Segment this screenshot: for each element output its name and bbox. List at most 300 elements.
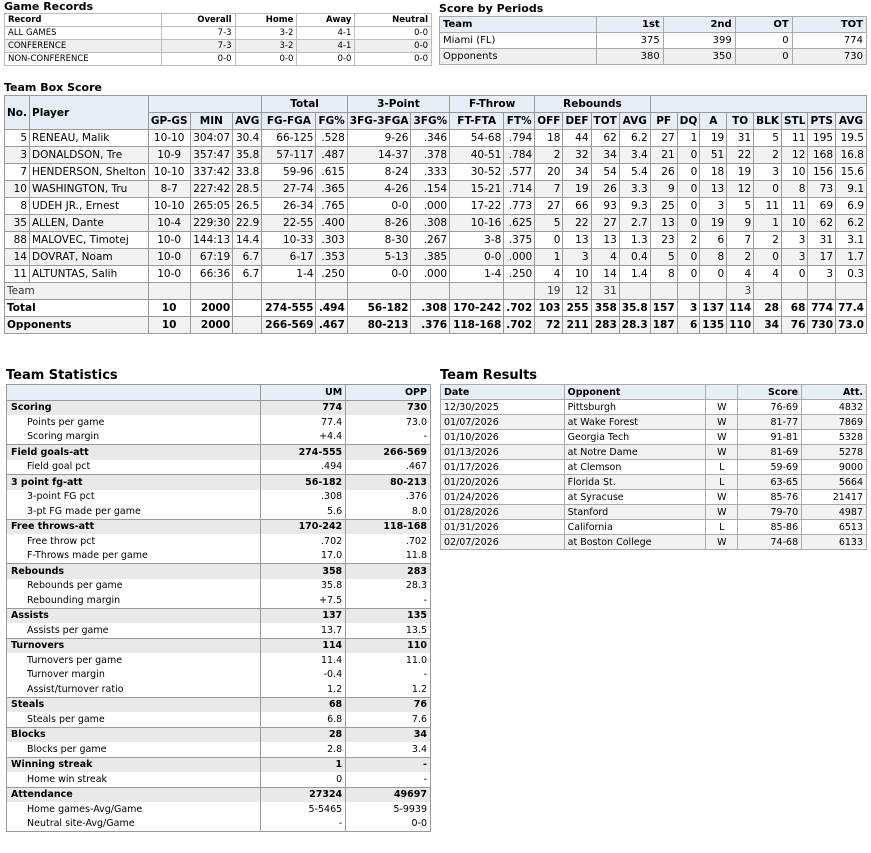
player-stat: 1.3 (619, 232, 650, 249)
player-stat: 8-24 (347, 164, 411, 181)
result-row (441, 475, 867, 490)
result-score: 85-76 (738, 490, 802, 505)
game-records-cell: 0-0 (355, 40, 432, 53)
periods-cell: 399 (663, 33, 735, 49)
stats-um: 35.8 (261, 579, 346, 594)
stats-label: 3-point FG pct (7, 490, 261, 505)
player-stat: 0 (754, 181, 782, 198)
result-row (441, 460, 867, 475)
player-stat: 1 (677, 130, 700, 147)
game-records-cell: NON-CONFERENCE (5, 53, 162, 66)
stats-row (7, 653, 431, 668)
result-score: 91-81 (738, 430, 802, 445)
player-stat: 168 (808, 147, 836, 164)
team-stat-empty (619, 283, 650, 300)
box-col-header: PTS (808, 113, 836, 130)
total-row-cell: 358 (591, 300, 619, 317)
player-stat: 10-10 (148, 198, 190, 215)
total-row-cell: 77.4 (836, 300, 867, 317)
result-opponent: Florida St. (564, 475, 706, 490)
player-stat: .378 (411, 147, 450, 164)
stats-group-row (7, 608, 431, 623)
stats-um: 2.8 (261, 742, 346, 757)
player-stat: .400 (316, 215, 347, 232)
player-row (5, 164, 867, 181)
total-row (5, 300, 867, 317)
result-outcome: W (706, 400, 738, 415)
team-stat-empty (262, 283, 316, 300)
player-stat: 144:13 (190, 232, 233, 249)
player-name: DOVRAT, Noam (30, 249, 149, 266)
game-records-cell: 4-1 (297, 27, 355, 40)
stats-group-um: 170-242 (261, 519, 346, 534)
player-stat: 3 (781, 232, 807, 249)
stats-label: Free throw pct (7, 534, 261, 549)
total-row-cell: 114 (727, 300, 754, 317)
player-stat: 8-7 (148, 181, 190, 198)
group-three-point: 3-Point (347, 96, 449, 113)
box-col-header: STL (781, 113, 807, 130)
player-stat: .625 (504, 215, 535, 232)
player-stat: 26 (591, 181, 619, 198)
box-score-title: Team Box Score (4, 81, 102, 94)
total-row-cell: Total (5, 300, 149, 317)
player-stat: 11 (5, 266, 30, 283)
total-row-cell: 10 (148, 300, 190, 317)
stats-row (7, 772, 431, 787)
player-stat: 27-74 (262, 181, 316, 198)
stats-row (7, 593, 431, 608)
result-outcome: W (706, 445, 738, 460)
player-stat: .784 (504, 147, 535, 164)
player-stat: 2 (677, 232, 700, 249)
stats-group-opp: - (346, 757, 431, 772)
stats-group-row (7, 400, 431, 415)
player-stat: 21 (650, 147, 677, 164)
player-stat: 156 (808, 164, 836, 181)
stats-um: 13.7 (261, 623, 346, 638)
player-stat: .773 (504, 198, 535, 215)
player-stat: 13 (591, 232, 619, 249)
player-stat: 25 (650, 198, 677, 215)
stats-group-label: Blocks (7, 727, 261, 742)
player-stat: 9 (650, 181, 677, 198)
player-stat: .375 (504, 232, 535, 249)
stats-row (7, 682, 431, 697)
box-col-header: FG-FGA (262, 113, 316, 130)
result-score: 81-69 (738, 445, 802, 460)
player-stat: 22.9 (233, 215, 262, 232)
player-stat: 88 (5, 232, 30, 249)
stats-row (7, 490, 431, 505)
player-stat: 13 (700, 181, 727, 198)
team-stat-empty (700, 283, 727, 300)
stats-group-label: Scoring (7, 400, 261, 415)
result-row (441, 430, 867, 445)
stats-um: 0 (261, 772, 346, 787)
stats-group-um: 274-555 (261, 445, 346, 460)
opponents-row-cell: 28.3 (619, 317, 650, 334)
player-name: HENDERSON, Shelton (30, 164, 149, 181)
stats-um: .702 (261, 534, 346, 549)
player-stat: 22 (563, 215, 591, 232)
box-col-header: 3FG-3FGA (347, 113, 411, 130)
player-stat: 9 (727, 215, 754, 232)
result-row (441, 400, 867, 415)
result-score: 85-86 (738, 520, 802, 535)
stats-row (7, 549, 431, 564)
stats-row (7, 534, 431, 549)
box-col-header: DQ (677, 113, 700, 130)
player-stat: 0 (677, 164, 700, 181)
result-score: 81-77 (738, 415, 802, 430)
result-score: 59-69 (738, 460, 802, 475)
player-stat: 0 (535, 232, 563, 249)
player-stat: .250 (504, 266, 535, 283)
player-stat: 18 (700, 164, 727, 181)
result-score: 76-69 (738, 400, 802, 415)
opponents-row-cell: 118-168 (450, 317, 504, 334)
result-opponent: California (564, 520, 706, 535)
player-name: RENEAU, Malik (30, 130, 149, 147)
opponents-row-cell: 6 (677, 317, 700, 334)
player-stat: 12 (781, 147, 807, 164)
box-col-header: TO (727, 113, 754, 130)
player-stat: 10-10 (148, 130, 190, 147)
opponents-row-cell: 283 (591, 317, 619, 334)
player-stat: 26-34 (262, 198, 316, 215)
stats-group-um: 28 (261, 727, 346, 742)
total-row-cell: .494 (316, 300, 347, 317)
blank-group (148, 96, 261, 113)
player-stat: .765 (316, 198, 347, 215)
player-stat: 16.8 (836, 147, 867, 164)
total-row-cell: 2000 (190, 300, 233, 317)
player-stat: 0 (677, 215, 700, 232)
player-stat: .365 (316, 181, 347, 198)
result-row (441, 415, 867, 430)
player-stat: 1.4 (619, 266, 650, 283)
result-date: 01/24/2026 (441, 490, 565, 505)
team-stat-empty (148, 283, 190, 300)
box-col-header: FT-FTA (450, 113, 504, 130)
game-records-row (5, 40, 432, 53)
result-att: 5328 (802, 430, 867, 445)
player-stat: 8-30 (347, 232, 411, 249)
result-att: 4987 (802, 505, 867, 520)
player-stat: 0 (754, 249, 782, 266)
player-stat: 11 (781, 198, 807, 215)
stats-label: Home win streak (7, 772, 261, 787)
player-stat: 0-0 (347, 266, 411, 283)
player-stat: 5 (650, 249, 677, 266)
results-col-att: Att. (802, 385, 867, 400)
player-stat: 265:05 (190, 198, 233, 215)
stats-group-um: 1 (261, 757, 346, 772)
player-stat: 3.1 (836, 232, 867, 249)
player-stat: 14.4 (233, 232, 262, 249)
result-date: 02/07/2026 (441, 535, 565, 550)
player-stat: 8 (700, 249, 727, 266)
player-stat: 12 (727, 181, 754, 198)
player-stat: 27 (650, 130, 677, 147)
stats-header-um: UM (261, 385, 346, 401)
team-stat-empty (347, 283, 411, 300)
team-stat-empty (754, 283, 782, 300)
player-stat: 357:47 (190, 147, 233, 164)
box-col-header: PF (650, 113, 677, 130)
stats-group-um: 358 (261, 564, 346, 579)
stats-opp: .702 (346, 534, 431, 549)
player-name: UDEH JR., Ernest (30, 198, 149, 215)
box-col-header: BLK (754, 113, 782, 130)
stats-um: .308 (261, 490, 346, 505)
game-records-cell: 7-3 (161, 40, 235, 53)
stats-opp: 11.0 (346, 653, 431, 668)
result-row (441, 445, 867, 460)
periods-cell: 375 (597, 33, 664, 49)
player-stat: .528 (316, 130, 347, 147)
result-opponent: Stanford (564, 505, 706, 520)
player-stat: 304:07 (190, 130, 233, 147)
total-row-cell: 3 (677, 300, 700, 317)
player-stat: 19.5 (836, 130, 867, 147)
player-stat: 3 (754, 164, 782, 181)
stats-group-opp: 730 (346, 400, 431, 415)
result-row (441, 535, 867, 550)
stats-opp: - (346, 430, 431, 445)
player-stat: 3 (5, 147, 30, 164)
stats-row (7, 802, 431, 817)
player-stat: 0.4 (619, 249, 650, 266)
player-stat: 31 (808, 232, 836, 249)
stats-group-label: Winning streak (7, 757, 261, 772)
opponents-row-cell: 211 (563, 317, 591, 334)
box-col-header: OFF (535, 113, 563, 130)
player-stat: 34 (563, 164, 591, 181)
player-stat: 3 (700, 198, 727, 215)
player-stat: 10-9 (148, 147, 190, 164)
player-stat: 51 (700, 147, 727, 164)
player-stat: 4-26 (347, 181, 411, 198)
player-stat: 0 (677, 147, 700, 164)
stats-um: +7.5 (261, 593, 346, 608)
game-records-cell: 0-0 (235, 53, 297, 66)
game-records-header: Home (235, 14, 297, 27)
player-stat: 20 (535, 164, 563, 181)
player-stat: 23 (650, 232, 677, 249)
total-row-cell: 274-555 (262, 300, 316, 317)
player-stat: 14 (591, 266, 619, 283)
group-total: Total (262, 96, 347, 113)
stats-um: 77.4 (261, 415, 346, 430)
game-records-table (4, 13, 432, 66)
game-records-header: Overall (161, 14, 235, 27)
player-stat: 10-0 (148, 249, 190, 266)
stats-opp: 0-0 (346, 817, 431, 832)
team-statistics-title: Team Statistics (6, 368, 118, 383)
result-score: 79-70 (738, 505, 802, 520)
total-row-cell: 56-182 (347, 300, 411, 317)
periods-header: Team (440, 17, 597, 33)
player-stat: 0-0 (347, 198, 411, 215)
player-stat: 18 (535, 130, 563, 147)
game-records-cell: 0-0 (297, 53, 355, 66)
opponents-row-cell: 110 (727, 317, 754, 334)
stats-label: Turnovers per game (7, 653, 261, 668)
stats-group-opp: 34 (346, 727, 431, 742)
team-stat-empty (316, 283, 347, 300)
player-stat: .794 (504, 130, 535, 147)
periods-row (440, 33, 867, 49)
stats-opp: - (346, 772, 431, 787)
stats-group-opp: 135 (346, 608, 431, 623)
stats-group-row (7, 638, 431, 653)
player-stat: .154 (411, 181, 450, 198)
game-records-cell: 3-2 (235, 27, 297, 40)
stats-row (7, 742, 431, 757)
player-stat: 10 (5, 181, 30, 198)
player-stat: 10-0 (148, 266, 190, 283)
player-stat: 32 (563, 147, 591, 164)
stats-opp: .467 (346, 460, 431, 475)
result-opponent: Pittsburgh (564, 400, 706, 415)
game-records-cell: CONFERENCE (5, 40, 162, 53)
player-stat: 17-22 (450, 198, 504, 215)
result-score: 74-68 (738, 535, 802, 550)
player-stat: 4 (754, 266, 782, 283)
stats-group-opp: 76 (346, 697, 431, 712)
total-row-cell: 68 (781, 300, 807, 317)
result-row (441, 490, 867, 505)
opponents-row-cell (233, 317, 262, 334)
result-opponent: at Syracuse (564, 490, 706, 505)
game-records-header: Neutral (355, 14, 432, 27)
stats-group-opp: 118-168 (346, 519, 431, 534)
player-stat: 7 (5, 164, 30, 181)
stats-row (7, 430, 431, 445)
stats-um: -0.4 (261, 668, 346, 683)
stats-group-label: 3 point fg-att (7, 475, 261, 490)
player-stat: 0 (677, 249, 700, 266)
box-col-header: AVG (619, 113, 650, 130)
player-stat: 6.7 (233, 249, 262, 266)
result-opponent: at Boston College (564, 535, 706, 550)
player-stat: 5 (727, 198, 754, 215)
periods-header: 1st (597, 17, 664, 33)
player-stat: 5 (535, 215, 563, 232)
result-opponent: at Wake Forest (564, 415, 706, 430)
stats-opp: 3.4 (346, 742, 431, 757)
stats-group-label: Turnovers (7, 638, 261, 653)
player-stat: 0.3 (836, 266, 867, 283)
stats-um: 5.6 (261, 504, 346, 519)
stats-label: Home games-Avg/Game (7, 802, 261, 817)
player-stat: 27 (535, 198, 563, 215)
box-col-header: FT% (504, 113, 535, 130)
opponents-row-cell: .702 (504, 317, 535, 334)
player-stat: 1.7 (836, 249, 867, 266)
stats-opp: - (346, 668, 431, 683)
player-stat: 0 (677, 266, 700, 283)
player-stat: 14 (5, 249, 30, 266)
result-att: 5664 (802, 475, 867, 490)
stats-opp: 5-9939 (346, 802, 431, 817)
stats-group-row (7, 564, 431, 579)
game-records-row (5, 27, 432, 40)
team-tot: 31 (591, 283, 619, 300)
stats-header-opp: OPP (346, 385, 431, 401)
player-row (5, 147, 867, 164)
player-stat: 2 (754, 147, 782, 164)
team-results-title: Team Results (440, 368, 538, 383)
periods-header: OT (735, 17, 792, 33)
stats-opp: 8.0 (346, 504, 431, 519)
player-stat: 10-0 (148, 232, 190, 249)
stats-group-opp: 49697 (346, 787, 431, 802)
player-stat: 66 (563, 198, 591, 215)
player-stat: 10 (781, 215, 807, 232)
stats-group-opp: 266-569 (346, 445, 431, 460)
opponents-row-cell: 10 (148, 317, 190, 334)
periods-cell: 350 (663, 49, 735, 65)
periods-row (440, 49, 867, 65)
group-free-throw: F-Throw (450, 96, 535, 113)
stats-group-um: 114 (261, 638, 346, 653)
opponents-row-cell: .376 (411, 317, 450, 334)
team-stat-empty (808, 283, 836, 300)
player-stat: .000 (411, 198, 450, 215)
total-row-cell: 774 (808, 300, 836, 317)
periods-cell: 774 (792, 33, 866, 49)
score-by-periods-title: Score by Periods (439, 2, 544, 15)
total-row-cell: 170-242 (450, 300, 504, 317)
player-stat: 44 (563, 130, 591, 147)
player-stat: 10-16 (450, 215, 504, 232)
stats-group-opp: 80-213 (346, 475, 431, 490)
periods-header: TOT (792, 17, 866, 33)
result-outcome: L (706, 520, 738, 535)
team-results-table (440, 384, 867, 550)
periods-cell: 380 (597, 49, 664, 65)
stats-group-label: Steals (7, 697, 261, 712)
stats-header-blank (7, 385, 261, 401)
result-row (441, 520, 867, 535)
player-name: ALLEN, Dante (30, 215, 149, 232)
team-stat-empty (650, 283, 677, 300)
team-def: 12 (563, 283, 591, 300)
stats-group-um: 774 (261, 400, 346, 415)
player-stat: 2 (727, 249, 754, 266)
player-stat: 10 (781, 164, 807, 181)
player-stat: 0 (781, 266, 807, 283)
player-stat: 1-4 (450, 266, 504, 283)
result-date: 01/28/2026 (441, 505, 565, 520)
periods-cell: Miami (FL) (440, 33, 597, 49)
blank-group (650, 96, 866, 113)
result-outcome: W (706, 535, 738, 550)
stats-label: 3-pt FG made per game (7, 504, 261, 519)
player-stat: 62 (808, 215, 836, 232)
stats-row (7, 579, 431, 594)
total-row-cell: 137 (700, 300, 727, 317)
team-statistics-table (6, 384, 431, 832)
result-att: 21417 (802, 490, 867, 505)
opponents-row-cell: 187 (650, 317, 677, 334)
player-name: DONALDSON, Tre (30, 147, 149, 164)
player-stat: 31 (727, 130, 754, 147)
player-stat: 26 (650, 164, 677, 181)
